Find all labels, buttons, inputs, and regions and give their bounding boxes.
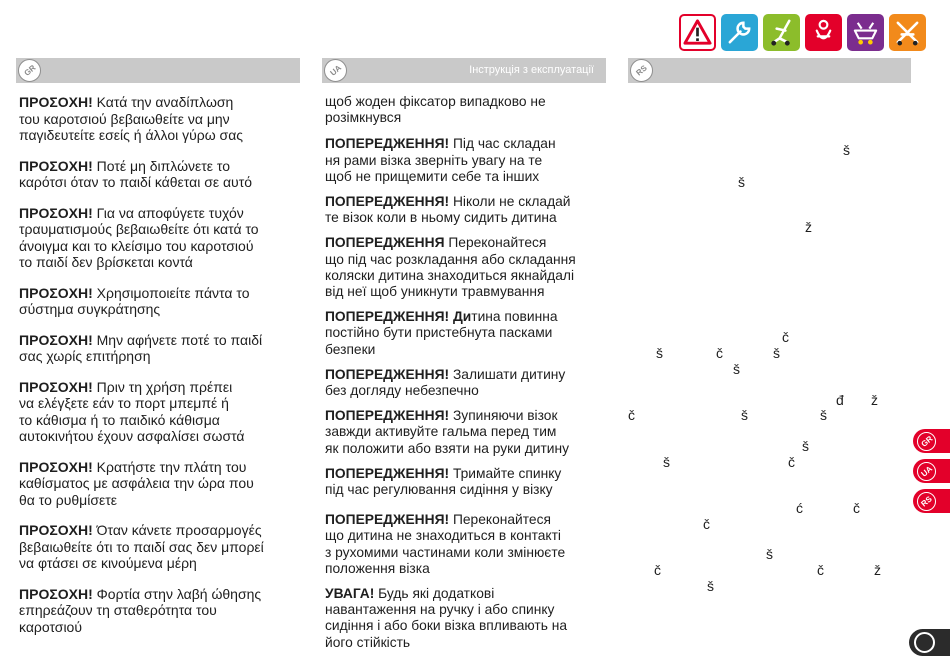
section-header-rs: [628, 58, 911, 83]
language-badge-gr: GR: [18, 59, 41, 82]
warning-paragraph: УВАГА! Будь які додаткові навантаження на ручку і або спинку сидіння і або боки візка впливають на його стійкість: [325, 586, 568, 650]
pictogram-row: [679, 14, 926, 51]
warning-paragraph: ПОПЕРЕДЖЕННЯ! Ніколи не складай те візок коли в ньому сидить дитина: [325, 194, 571, 226]
rs-diacritic: š: [738, 174, 745, 190]
rs-diacritic: č: [628, 407, 635, 423]
rs-diacritic: č: [788, 454, 795, 470]
rs-diacritic: č: [654, 562, 661, 578]
rs-diacritic: š: [707, 578, 714, 594]
rs-diacritic: ž: [805, 219, 812, 235]
page-corner-circle-icon: [914, 632, 935, 653]
stroller-icon: [763, 14, 800, 51]
rs-diacritic: š: [766, 546, 773, 562]
carrycot-icon: [847, 14, 884, 51]
language-badge-ua: UA: [324, 59, 347, 82]
warning-icon: [679, 14, 716, 51]
warning-paragraph: ПОПЕРЕДЖЕННЯ! Зупиняючи візок завжди активуйте гальма перед тим як положити або взяти на руки дитину: [325, 408, 570, 456]
rs-diacritic: č: [716, 345, 723, 361]
rs-diacritic: č: [817, 562, 824, 578]
rs-diacritic: š: [843, 142, 850, 158]
language-badge-rs: RS: [630, 59, 653, 82]
section-title-ua: Інструкція з експлуатації: [469, 64, 594, 76]
page-corner-tab: [909, 629, 950, 656]
warning-paragraph: ПОПЕРЕДЖЕННЯ! Тримайте спинку під час регулювання сидіння у візку: [325, 465, 562, 498]
rs-diacritic: š: [733, 361, 740, 377]
rs-diacritic: ž: [871, 392, 878, 408]
side-tab-ua[interactable]: UA: [913, 459, 950, 483]
warning-paragraph: ПОПЕРЕДЖЕННЯ! Дитина повинна постійно бути пристебнута пасками безпеки: [325, 309, 558, 357]
child-seat-icon: [805, 14, 842, 51]
warning-paragraph: ПОПЕРЕДЖЕННЯ! Залишати дитину без догляду небезпечно: [325, 366, 566, 399]
rs-diacritic: š: [741, 407, 748, 423]
warning-paragraph: ΠΡΟΣΟΧΗ! Κρατήστε την πλάτη του καθίσματος με ασφάλεια την ώρα που θα το ρυθμίσετε: [19, 458, 254, 508]
section-header-ua: [322, 58, 606, 83]
warning-paragraph: ΠΡΟΣΟΧΗ! Κατά την αναδίπλωση του καροτσιού βεβαιωθείτε να μην παγιδευτείτε εσείς ή άλλοι γύρω σας: [19, 94, 244, 143]
folding-stroller-icon: [889, 14, 926, 51]
warning-paragraph: ПОПЕРЕДЖЕННЯ! Переконайтеся що дитина не знаходиться в контакті з рухомими частинами коли змінюєте положення візка: [325, 512, 566, 576]
rs-diacritic: ć: [796, 500, 803, 516]
warning-paragraph: ПОПЕРЕДЖЕННЯ! Під час складан ня рами візка зверніть увагу на те щоб не прищемити себе та інших: [325, 136, 556, 184]
side-tab-gr[interactable]: GR: [913, 429, 950, 453]
rs-diacritic: š: [820, 407, 827, 423]
warning-paragraph: ΠΡΟΣΟΧΗ! Χρησιμοποιείτε πάντα το σύστημα συγκράτησης: [19, 284, 250, 317]
side-tab-rs[interactable]: RS: [913, 489, 950, 513]
rs-diacritic: ž: [874, 562, 881, 578]
rs-diacritic: š: [663, 454, 670, 470]
wrench-icon: [721, 14, 758, 51]
rs-diacritic: đ: [836, 392, 844, 408]
rs-diacritic: š: [773, 345, 780, 361]
warning-paragraph: ΠΡΟΣΟΧΗ! Για να αποφύγετε τυχόν τραυματισμούς βεβαιωθείτε ότι κατά το άνοιγμα και το κλείσιμο του καροτσιού το παιδί δεν βρίσκεται κοντά: [19, 204, 259, 270]
rs-diacritic: č: [853, 500, 860, 516]
warning-paragraph: ΠΡΟΣΟΧΗ! Όταν κάνετε προσαρμογές βεβαιωθείτε ότι το παιδί σας δεν μπορεί να φτάσει σε κινούμενα μέρη: [19, 522, 264, 571]
warning-paragraph: ΠΡΟΣΟΧΗ! Μην αφήνετε ποτέ το παιδί σας χωρίς επιτήρηση: [19, 331, 263, 364]
warning-paragraph: ΠΡΟΣΟΧΗ! Πριν τη χρήση πρέπει να ελέγξετε εάν το πορτ μπεμπέ ή το κάθισμα ή το παιδικό κάθισμα αυτοκινήτου έχουν ασφαλίσει σωστά: [19, 378, 245, 444]
rs-diacritic: č: [703, 516, 710, 532]
rs-diacritic: š: [656, 345, 663, 361]
rs-diacritic: č: [782, 329, 789, 345]
warning-paragraph: ПОПЕРЕДЖЕННЯ Переконайтеся що під час розкладання або складання коляски дитина знаходиться якнайдалі від неї щоб уникнути травмування: [325, 235, 576, 300]
warning-paragraph: ΠΡΟΣΟΧΗ! Φορτία στην λαβή ώθησης επηρεάζουν τη σταθερότητα του καροτσιού: [19, 585, 262, 635]
warning-paragraph: щоб жоден фіксатор випадково не розімкнувся: [325, 94, 546, 126]
rs-diacritic: š: [802, 438, 809, 454]
ukrainian-warnings-column: [325, 94, 610, 651]
greek-warnings-column: [19, 94, 304, 635]
warning-paragraph: ΠΡΟΣΟΧΗ! Ποτέ μη διπλώνετε το καρότσι όταν το παιδί κάθεται σε αυτό: [19, 157, 253, 190]
section-header-gr: [16, 58, 300, 83]
